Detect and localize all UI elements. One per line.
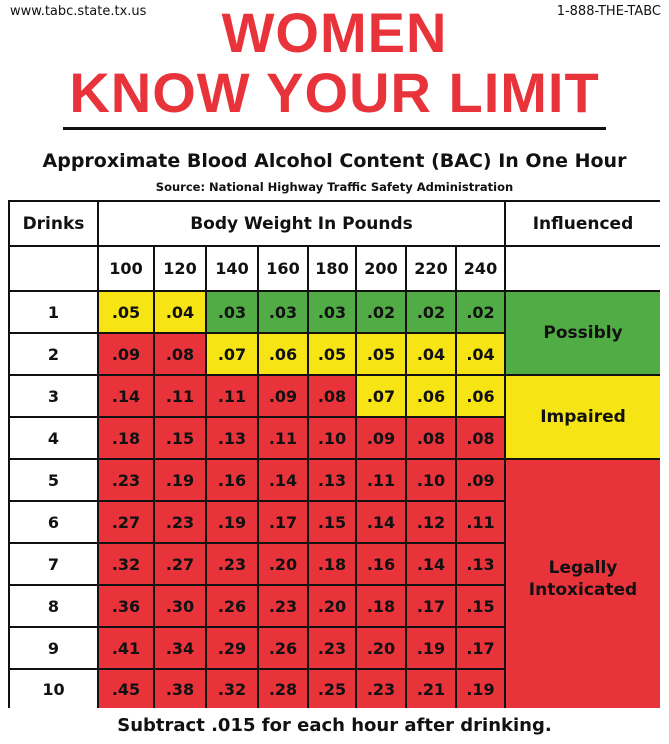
bac-value: .25 xyxy=(309,670,355,708)
title-underline xyxy=(63,127,606,130)
bac-value: .23 xyxy=(309,628,355,668)
title-know-your-limit: KNOW YOUR LIMIT xyxy=(69,61,600,124)
bac-value: .08 xyxy=(407,418,455,458)
bac-value: .16 xyxy=(207,460,257,500)
weight-header: Body Weight In Pounds xyxy=(99,202,504,245)
drinks-header: Drinks xyxy=(10,202,97,245)
bac-value: .23 xyxy=(357,670,405,708)
bac-value: .23 xyxy=(207,544,257,584)
influenced-header: Influenced xyxy=(506,202,660,245)
bac-value: .08 xyxy=(309,376,355,416)
bac-value: .09 xyxy=(457,460,504,500)
bac-value: .11 xyxy=(259,418,307,458)
bac-value: .19 xyxy=(207,502,257,542)
bac-value: .15 xyxy=(155,418,205,458)
bac-value: .34 xyxy=(155,628,205,668)
bac-value: .17 xyxy=(259,502,307,542)
footer-note: Subtract .015 for each hour after drinking. xyxy=(117,715,552,736)
influence-label: Impaired xyxy=(540,407,626,427)
bac-value: .11 xyxy=(155,376,205,416)
bac-value: .03 xyxy=(309,292,355,332)
weight-160: 160 xyxy=(259,247,307,290)
drinks-count: 3 xyxy=(10,376,97,416)
website-url: www.tabc.state.tx.us xyxy=(10,4,147,19)
bac-value: .32 xyxy=(207,670,257,708)
drinks-count: 5 xyxy=(10,460,97,500)
bac-value: .02 xyxy=(357,292,405,332)
weight-140: 140 xyxy=(207,247,257,290)
bac-value: .17 xyxy=(457,628,504,668)
weight-100: 100 xyxy=(99,247,153,290)
bac-value: .45 xyxy=(99,670,153,708)
bac-value: .17 xyxy=(407,586,455,626)
bac-value: .05 xyxy=(99,292,153,332)
weight-200: 200 xyxy=(357,247,405,290)
influence-label: Legally Intoxicated xyxy=(528,558,638,600)
influence-yellow xyxy=(506,376,660,458)
bac-value: .15 xyxy=(457,586,504,626)
bac-value: .07 xyxy=(357,376,405,416)
chart-subtitle: Approximate Blood Alcohol Content (BAC) In One Hour xyxy=(42,150,627,172)
bac-value: .19 xyxy=(155,460,205,500)
bac-value: .30 xyxy=(155,586,205,626)
bac-value: .09 xyxy=(357,418,405,458)
bac-value: .14 xyxy=(357,502,405,542)
bac-value: .15 xyxy=(309,502,355,542)
bac-value: .04 xyxy=(407,334,455,374)
bac-value: .02 xyxy=(407,292,455,332)
bac-value: .10 xyxy=(309,418,355,458)
drinks-count: 4 xyxy=(10,418,97,458)
influence-label: Possibly xyxy=(543,323,623,343)
bac-value: .18 xyxy=(309,544,355,584)
drinks-count: 7 xyxy=(10,544,97,584)
drinks-count: 10 xyxy=(10,670,97,708)
bac-value: .26 xyxy=(259,628,307,668)
bac-value: .07 xyxy=(207,334,257,374)
bac-value: .14 xyxy=(259,460,307,500)
bac-value: .04 xyxy=(457,334,504,374)
bac-value: .20 xyxy=(357,628,405,668)
bac-value: .26 xyxy=(207,586,257,626)
influence-red xyxy=(506,460,660,708)
bac-value: .12 xyxy=(407,502,455,542)
bac-value: .19 xyxy=(457,670,504,708)
bac-value: .08 xyxy=(155,334,205,374)
influence-green xyxy=(506,292,660,374)
bac-value: .18 xyxy=(99,418,153,458)
bac-value: .13 xyxy=(309,460,355,500)
bac-value: .09 xyxy=(99,334,153,374)
bac-value: .13 xyxy=(207,418,257,458)
title-women: WOMEN xyxy=(221,1,448,64)
bac-value: .20 xyxy=(259,544,307,584)
bac-value: .21 xyxy=(407,670,455,708)
bac-value: .03 xyxy=(259,292,307,332)
bac-table xyxy=(8,200,660,708)
bac-value: .04 xyxy=(155,292,205,332)
bac-value: .16 xyxy=(357,544,405,584)
bac-value: .11 xyxy=(457,502,504,542)
bac-value: .06 xyxy=(457,376,504,416)
weight-240: 240 xyxy=(457,247,504,290)
weight-120: 120 xyxy=(155,247,205,290)
bac-value: .08 xyxy=(457,418,504,458)
bac-value: .36 xyxy=(99,586,153,626)
bac-value: .23 xyxy=(99,460,153,500)
bac-value: .41 xyxy=(99,628,153,668)
bac-value: .14 xyxy=(99,376,153,416)
bac-value: .10 xyxy=(407,460,455,500)
weight-180: 180 xyxy=(309,247,355,290)
drinks-count: 8 xyxy=(10,586,97,626)
blank-cell xyxy=(506,247,660,290)
weight-220: 220 xyxy=(407,247,455,290)
drinks-count: 1 xyxy=(10,292,97,332)
bac-value: .29 xyxy=(207,628,257,668)
bac-value: .23 xyxy=(259,586,307,626)
drinks-count: 6 xyxy=(10,502,97,542)
bac-value: .28 xyxy=(259,670,307,708)
bac-value: .05 xyxy=(309,334,355,374)
bac-value: .38 xyxy=(155,670,205,708)
drinks-count: 9 xyxy=(10,628,97,668)
bac-value: .23 xyxy=(155,502,205,542)
bac-value: .02 xyxy=(457,292,504,332)
bac-value: .06 xyxy=(259,334,307,374)
bac-value: .27 xyxy=(99,502,153,542)
bac-value: .19 xyxy=(407,628,455,668)
bac-value: .11 xyxy=(357,460,405,500)
blank-cell xyxy=(10,247,97,290)
bac-value: .27 xyxy=(155,544,205,584)
bac-value: .03 xyxy=(207,292,257,332)
bac-value: .06 xyxy=(407,376,455,416)
bac-value: .14 xyxy=(407,544,455,584)
bac-value: .05 xyxy=(357,334,405,374)
bac-value: .13 xyxy=(457,544,504,584)
bac-value: .32 xyxy=(99,544,153,584)
bac-value: .18 xyxy=(357,586,405,626)
bac-value: .11 xyxy=(207,376,257,416)
phone-number: 1-888-THE-TABC xyxy=(556,4,661,19)
drinks-count: 2 xyxy=(10,334,97,374)
source-note: Source: National Highway Traffic Safety Administration xyxy=(155,180,514,194)
bac-value: .20 xyxy=(309,586,355,626)
bac-value: .09 xyxy=(259,376,307,416)
